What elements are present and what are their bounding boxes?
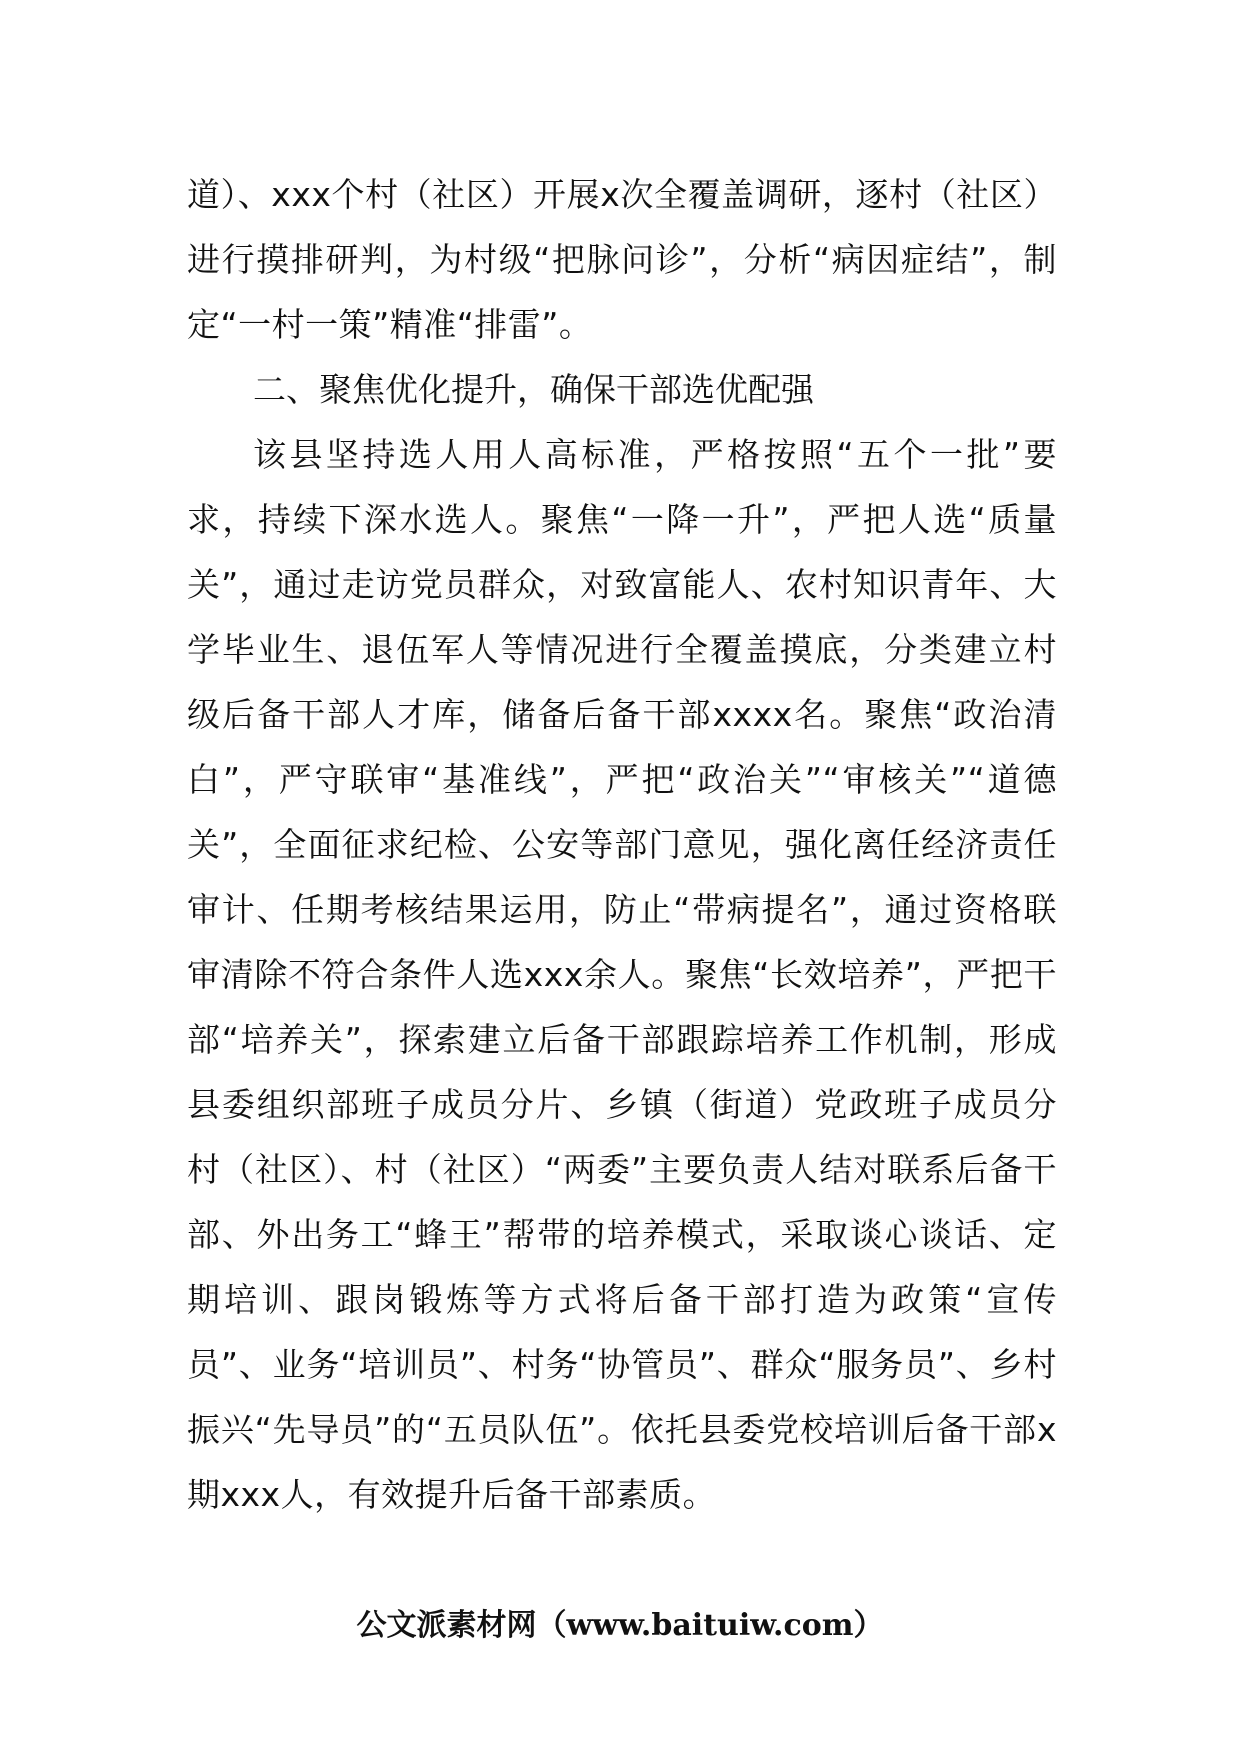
body-paragraph: 该县坚持选人用人高标准，严格按照“五个一批”要求，持续下深水选人。聚焦“一降一升”，严把人选“质量关”，通过走访党员群众，对致富能人、农村知识青年、大学毕业生、退伍军人等情况进行全覆盖摸底，分类建立村级后备干部人才库，储备后备干部xxxx名。聚焦“政治清白”，严守联审“基准线”，严把“政治关”“审核关”“道德关”，全面征求纪检、公安等部门意见，强化离任经济责任审计、任期考核结果运用，防止“带病提名”，通过资格联审清除不符合条件人选xxx余人。聚焦“长效培养”，严把干部“培养关”，探索建立后备干部跟踪培养工作机制，形成县委组织部班子成员分片、乡镇（街道）党政班子成员分村（社区）、村（社区）“两委”主要负责人结对联系后备干部、外出务工“蜂王”帮带的培养模式，采取谈心谈话、定期培训、跟岗锻炼等方式将后备干部打造为政策“宣传员”、业务“培训员”、村务“协管员”、群众“服务员”、乡村振兴“先导员”的“五员队伍”。依托县委党校培训后备干部x期xxx人，有效提升后备干部素质。 — [187, 435, 1057, 1514]
footer-watermark-text: 公文派素材网（www.baituiw.com） — [356, 1608, 884, 1643]
section-heading: 二、聚焦优化提升，确保干部选优配强 — [253, 370, 814, 409]
continuation-paragraph: 道）、xxx个村（社区）开展x次全覆盖调研，逐村（社区）进行摸排研判，为村级“把脉问诊”，分析“病因症结”，制定“一村一策”精准“排雷”。 — [187, 175, 1057, 344]
document-page — [187, 162, 1057, 1527]
